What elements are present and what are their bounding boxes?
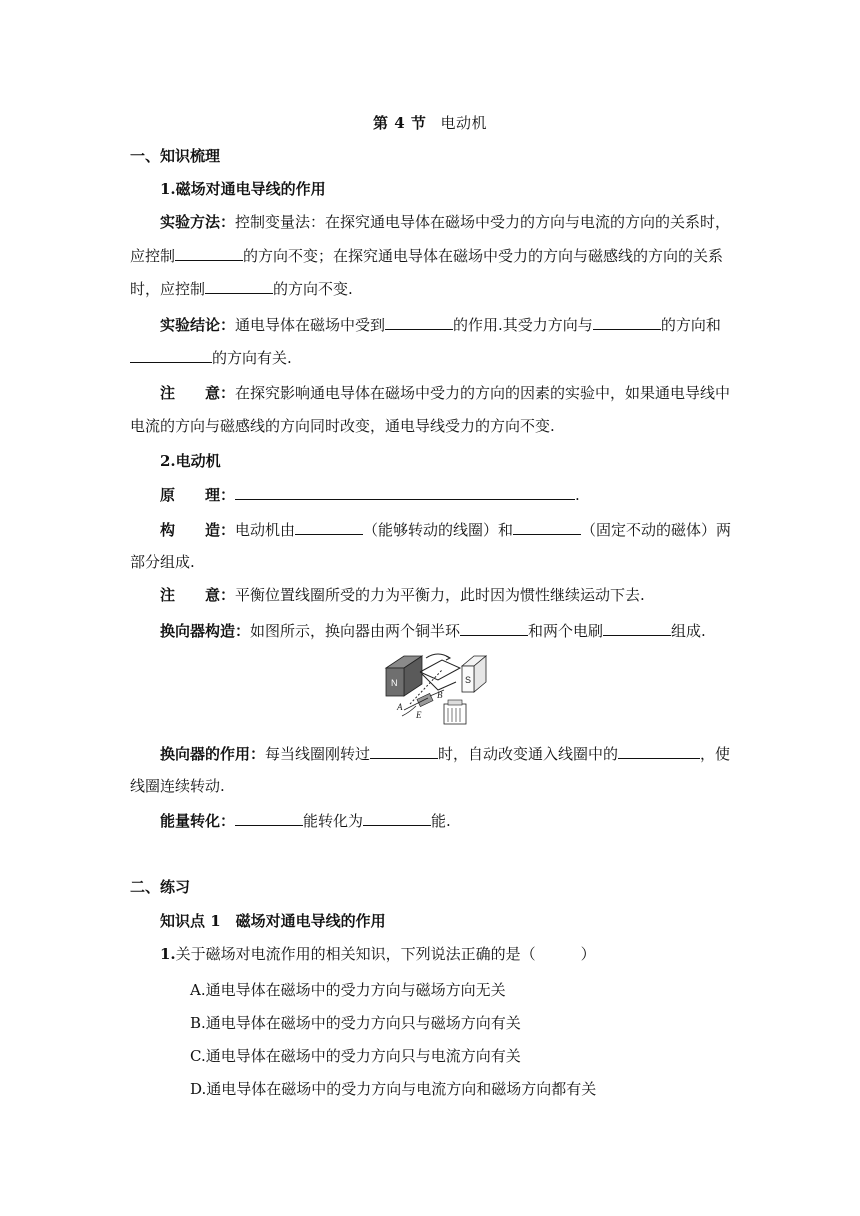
structure-line-1 — [160, 520, 760, 539]
conclusion-text-c: 的方向和 — [660, 316, 721, 334]
method-text-3b: 的方向不变. — [273, 280, 353, 298]
answer-blank[interactable] — [295, 520, 363, 535]
energy-line — [160, 811, 760, 830]
answer-blank[interactable] — [460, 621, 528, 636]
question-1 — [160, 945, 760, 963]
part2-heading: 二、练习 — [130, 878, 191, 896]
answer-blank[interactable] — [618, 744, 700, 759]
s2-heading: 2.电动机 — [160, 452, 221, 470]
answer-blank[interactable] — [603, 621, 671, 636]
knowledge-point-1: 知识点 1 磁场对通电导线的作用 — [160, 912, 386, 930]
magnet-s — [462, 656, 486, 692]
answer-blank[interactable] — [385, 315, 453, 330]
structure-text-b: （能够转动的线圈）和 — [363, 521, 514, 539]
answer-blank[interactable] — [130, 348, 212, 363]
question-stem: 关于磁场对电流作用的相关知识，下列说法正确的是（ ） — [175, 945, 596, 963]
answer-blank[interactable] — [593, 315, 661, 330]
method-text-3a: 时，应控制 — [130, 280, 206, 298]
motor-diagram — [382, 650, 488, 726]
method-text-2a: 应控制 — [130, 247, 176, 265]
label-s: S — [465, 675, 472, 685]
note1-label: 注 意： — [160, 384, 236, 402]
method-text-1: 控制变量法：在探究通电导体在磁场中受力的方向与电流的方向的关系时， — [235, 213, 731, 231]
option-d[interactable]: D.通电导体在磁场中的受力方向与电流方向和磁场方向都有关 — [190, 1080, 597, 1098]
part1-heading: 一、知识梳理 — [130, 147, 221, 165]
note2-text: 平衡位置线圈所受的力为平衡力，此时因为惯性继续运动下去. — [235, 586, 645, 604]
label-n: N — [391, 678, 398, 688]
energy-text-a: 能转化为 — [303, 812, 364, 830]
answer-blank[interactable] — [235, 485, 575, 500]
answer-blank[interactable] — [363, 811, 431, 826]
conclusion-line-1 — [160, 315, 760, 334]
answer-blank[interactable] — [235, 811, 303, 826]
structure-label: 构 造： — [160, 521, 236, 539]
commutator-structure-line — [160, 621, 760, 640]
commutator-function-line-2: 线圈连续转动. — [130, 777, 225, 795]
conclusion-text-a: 通电导体在磁场中受到 — [235, 316, 386, 334]
function-text-c: ，使 — [700, 745, 731, 763]
method-line-3 — [130, 279, 730, 298]
commutator-label: 换向器构造： — [160, 622, 251, 640]
answer-blank[interactable] — [205, 279, 273, 294]
commutator-text-b: 和两个电刷 — [528, 622, 604, 640]
method-line-1 — [160, 213, 760, 231]
commutator-text-a: 如图所示，换向器由两个铜半环 — [250, 622, 461, 640]
method-line-2 — [130, 246, 730, 265]
label-b: B — [437, 690, 443, 700]
principle-line — [160, 485, 760, 504]
option-b[interactable]: B.通电导体在磁场中的受力方向只与磁场方向有关 — [190, 1014, 521, 1032]
option-c[interactable]: C.通电导体在磁场中的受力方向只与电流方向有关 — [190, 1047, 521, 1065]
option-a[interactable]: A.通电导体在磁场中的受力方向与磁场方向无关 — [190, 981, 506, 999]
function-text-a: 每当线圈刚转过 — [265, 745, 371, 763]
section-number: 第 4 节 — [373, 114, 427, 132]
answer-blank[interactable] — [175, 246, 243, 261]
conclusion-text-b: 的作用.其受力方向与 — [453, 316, 593, 334]
structure-line-2: 部分组成. — [130, 553, 195, 571]
note1-text-1: 在探究影响通电导体在磁场中受力的方向的因素的实验中，如果通电导线中 — [235, 384, 731, 402]
commutator-function-line-1 — [160, 744, 760, 763]
commutator-text-c: 组成. — [671, 622, 706, 640]
question-number: 1. — [160, 945, 176, 963]
answer-blank[interactable] — [513, 520, 581, 535]
note1-line-1 — [160, 384, 760, 402]
page-title — [0, 112, 860, 133]
structure-text-a: 电动机由 — [235, 521, 296, 539]
structure-text-c: （固定不动的磁体）两 — [581, 521, 732, 539]
note2-line — [160, 586, 760, 604]
conclusion-text-2: 的方向有关. — [212, 349, 292, 367]
s1-heading: 1.磁场对通电导线的作用 — [160, 180, 326, 198]
function-label: 换向器的作用： — [160, 745, 266, 763]
note1-line-2: 电流的方向与磁感线的方向同时改变，通电导线受力的方向不变. — [130, 417, 555, 435]
principle-end: . — [575, 486, 580, 504]
battery-icon — [444, 700, 466, 724]
principle-label: 原 理： — [160, 486, 236, 504]
energy-text-b: 能. — [431, 812, 451, 830]
energy-label: 能量转化： — [160, 812, 236, 830]
note2-label: 注 意： — [160, 586, 236, 604]
section-name: 电动机 — [440, 114, 487, 132]
magnet-n — [386, 656, 422, 696]
label-a: A — [397, 702, 403, 712]
conclusion-line-2 — [130, 348, 730, 367]
function-text-b: 时，自动改变通入线圈中的 — [438, 745, 619, 763]
label-e: E — [416, 710, 422, 720]
method-text-2b: 的方向不变；在探究通电导体在磁场中受力的方向与磁感线的方向的关系 — [243, 247, 724, 265]
conclusion-label: 实验结论： — [160, 316, 236, 334]
answer-blank[interactable] — [370, 744, 438, 759]
method-label: 实验方法： — [160, 213, 236, 231]
